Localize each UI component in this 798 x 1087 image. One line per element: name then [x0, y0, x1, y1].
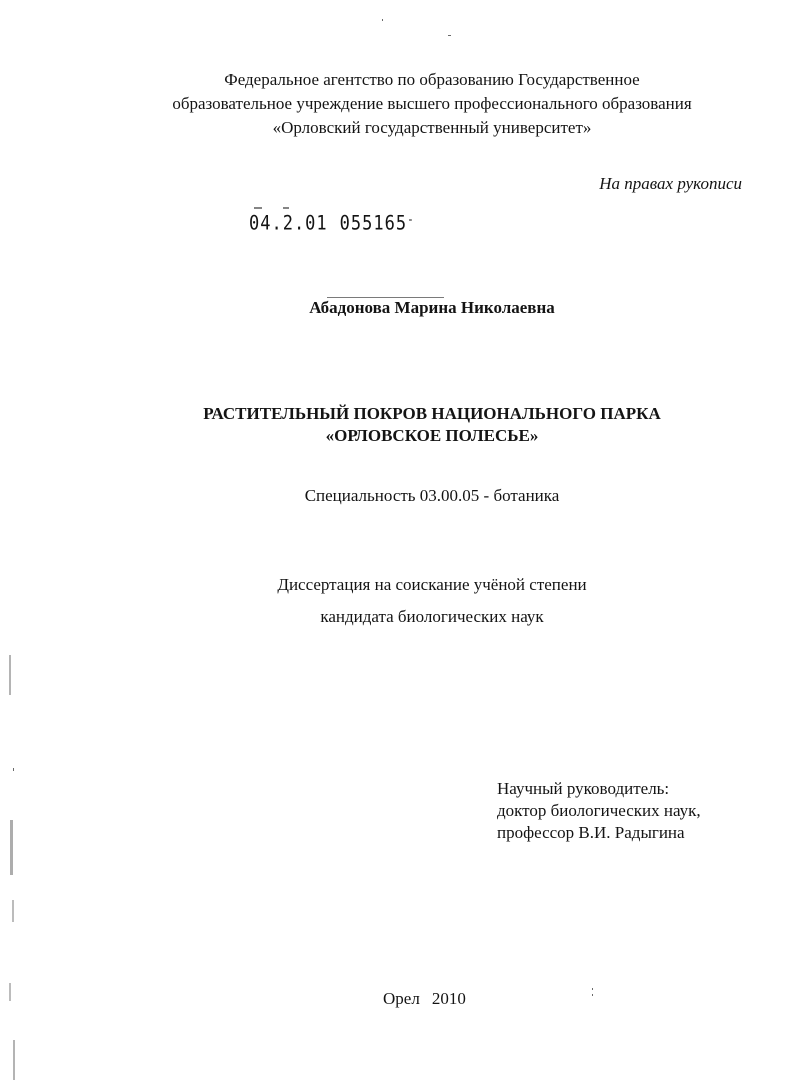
scan-speck: [448, 35, 451, 36]
scan-edge-mark: [13, 1040, 15, 1080]
degree-line-2: кандидата биологических наук: [320, 607, 544, 626]
degree-statement: [0, 569, 798, 633]
scan-edge-mark: [10, 820, 13, 875]
city-name: Орел: [383, 989, 420, 1008]
title-line-2: «ОРЛОВСКОЕ ПОЛЕСЬЕ»: [325, 426, 539, 445]
rights-note: На правах рукописи: [599, 174, 742, 193]
stamp-part-2: 055165: [339, 212, 408, 235]
scan-edge-mark: [12, 900, 14, 922]
supervisor-line-3: профессор В.И. Радыгина: [497, 823, 685, 842]
year: 2010: [431, 989, 466, 1008]
scan-speck: [13, 768, 14, 771]
stamp-overline-marks: [252, 205, 402, 211]
header-line-1: Федеральное агентство по образованию Государственное: [224, 70, 640, 89]
supervisor-line-2: доктор биологических наук,: [497, 801, 701, 820]
institution-header: [0, 68, 798, 140]
stamp-part-1: 04.2.01: [249, 212, 328, 235]
scan-edge-mark: [9, 983, 11, 1001]
author-name: Абадонова Марина Николаевна: [309, 298, 555, 317]
header-line-2: образовательное учреждение высшего профессионального образования: [172, 94, 692, 113]
title-line-1: РАСТИТЕЛЬНЫЙ ПОКРОВ НАЦИОНАЛЬНОГО ПАРКА: [203, 404, 661, 423]
scan-speck: [382, 19, 383, 21]
scan-edge-mark: [9, 655, 11, 695]
dissertation-title: [0, 403, 798, 447]
header-line-3: «Орловский государственный университет»: [272, 118, 592, 137]
supervisor-block: [497, 778, 701, 844]
place-and-year: [383, 989, 466, 1009]
specialty: Специальность 03.00.05 - ботаника: [304, 486, 560, 505]
stamp-tick: -: [407, 212, 415, 227]
registration-stamp: [249, 212, 415, 235]
degree-line-1: Диссертация на соискание учёной степени: [277, 575, 587, 594]
scan-speck: [592, 994, 593, 996]
supervisor-line-1: Научный руководитель:: [497, 779, 670, 798]
scan-speck: [592, 988, 593, 990]
